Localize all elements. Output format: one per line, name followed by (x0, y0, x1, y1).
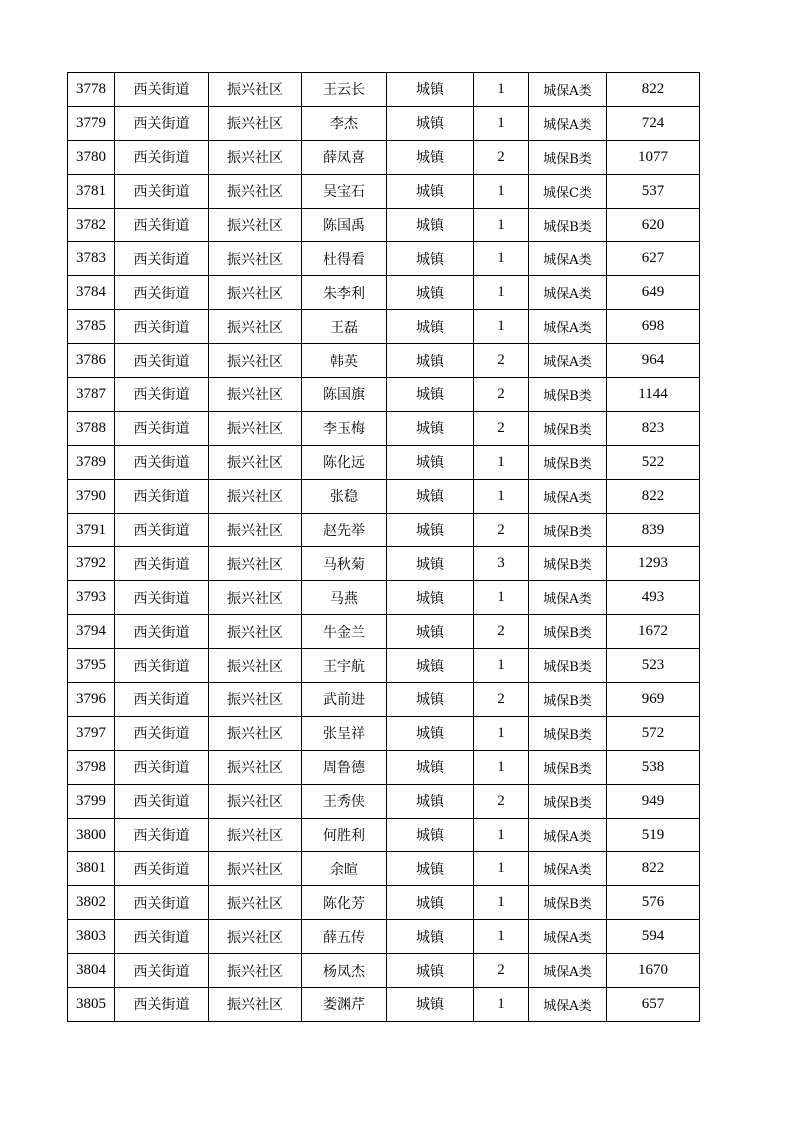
household-type-cell: 城镇 (387, 479, 474, 513)
serial-number-cell: 3781 (68, 174, 115, 208)
household-type-cell: 城镇 (387, 683, 474, 717)
table-row (68, 140, 700, 174)
serial-number-cell: 3802 (68, 886, 115, 920)
name-cell: 赵先举 (302, 513, 387, 547)
community-cell: 振兴社区 (209, 174, 302, 208)
community-cell: 振兴社区 (209, 988, 302, 1022)
household-size-cell: 1 (474, 106, 529, 140)
subdistrict-cell: 西关街道 (115, 479, 209, 513)
insurance-category-cell: 城保A类 (529, 344, 607, 378)
household-size-cell: 2 (474, 954, 529, 988)
name-cell: 朱李利 (302, 276, 387, 310)
household-size-cell: 1 (474, 750, 529, 784)
community-cell: 振兴社区 (209, 208, 302, 242)
insurance-category-cell: 城保B类 (529, 784, 607, 818)
beneficiary-table (67, 72, 700, 1022)
household-type-cell: 城镇 (387, 649, 474, 683)
community-cell: 振兴社区 (209, 581, 302, 615)
subdistrict-cell: 西关街道 (115, 106, 209, 140)
amount-cell: 698 (607, 310, 700, 344)
serial-number-cell: 3803 (68, 920, 115, 954)
household-size-cell: 2 (474, 411, 529, 445)
table-row (68, 750, 700, 784)
community-cell: 振兴社区 (209, 479, 302, 513)
amount-cell: 724 (607, 106, 700, 140)
community-cell: 振兴社区 (209, 140, 302, 174)
amount-cell: 1672 (607, 615, 700, 649)
community-cell: 振兴社区 (209, 276, 302, 310)
table-row (68, 513, 700, 547)
insurance-category-cell: 城保A类 (529, 581, 607, 615)
name-cell: 李玉梅 (302, 411, 387, 445)
name-cell: 何胜利 (302, 818, 387, 852)
serial-number-cell: 3784 (68, 276, 115, 310)
community-cell: 振兴社区 (209, 852, 302, 886)
subdistrict-cell: 西关街道 (115, 818, 209, 852)
serial-number-cell: 3789 (68, 445, 115, 479)
household-type-cell: 城镇 (387, 784, 474, 818)
household-size-cell: 2 (474, 344, 529, 378)
insurance-category-cell: 城保B类 (529, 140, 607, 174)
table-row (68, 581, 700, 615)
household-type-cell: 城镇 (387, 445, 474, 479)
serial-number-cell: 3779 (68, 106, 115, 140)
insurance-category-cell: 城保A类 (529, 310, 607, 344)
household-type-cell: 城镇 (387, 513, 474, 547)
insurance-category-cell: 城保A类 (529, 988, 607, 1022)
household-size-cell: 1 (474, 242, 529, 276)
subdistrict-cell: 西关街道 (115, 513, 209, 547)
household-size-cell: 3 (474, 547, 529, 581)
household-type-cell: 城镇 (387, 378, 474, 412)
amount-cell: 522 (607, 445, 700, 479)
subdistrict-cell: 西关街道 (115, 547, 209, 581)
household-size-cell: 1 (474, 886, 529, 920)
name-cell: 武前进 (302, 683, 387, 717)
community-cell: 振兴社区 (209, 920, 302, 954)
amount-cell: 1144 (607, 378, 700, 412)
table-row (68, 954, 700, 988)
household-type-cell: 城镇 (387, 106, 474, 140)
community-cell: 振兴社区 (209, 378, 302, 412)
household-size-cell: 1 (474, 310, 529, 344)
table-row (68, 411, 700, 445)
insurance-category-cell: 城保A类 (529, 954, 607, 988)
subdistrict-cell: 西关街道 (115, 581, 209, 615)
community-cell: 振兴社区 (209, 818, 302, 852)
community-cell: 振兴社区 (209, 784, 302, 818)
serial-number-cell: 3783 (68, 242, 115, 276)
amount-cell: 493 (607, 581, 700, 615)
household-size-cell: 1 (474, 208, 529, 242)
name-cell: 陈化远 (302, 445, 387, 479)
serial-number-cell: 3782 (68, 208, 115, 242)
table-row (68, 378, 700, 412)
insurance-category-cell: 城保B类 (529, 208, 607, 242)
amount-cell: 822 (607, 73, 700, 107)
community-cell: 振兴社区 (209, 106, 302, 140)
household-size-cell: 1 (474, 581, 529, 615)
household-size-cell: 2 (474, 615, 529, 649)
amount-cell: 523 (607, 649, 700, 683)
table-row (68, 276, 700, 310)
serial-number-cell: 3797 (68, 716, 115, 750)
insurance-category-cell: 城保A类 (529, 920, 607, 954)
name-cell: 张呈祥 (302, 716, 387, 750)
community-cell: 振兴社区 (209, 683, 302, 717)
table-row (68, 310, 700, 344)
household-size-cell: 1 (474, 852, 529, 886)
serial-number-cell: 3800 (68, 818, 115, 852)
household-size-cell: 2 (474, 784, 529, 818)
insurance-category-cell: 城保A类 (529, 276, 607, 310)
insurance-category-cell: 城保A类 (529, 818, 607, 852)
amount-cell: 572 (607, 716, 700, 750)
subdistrict-cell: 西关街道 (115, 445, 209, 479)
subdistrict-cell: 西关街道 (115, 310, 209, 344)
table-row (68, 106, 700, 140)
table-row (68, 547, 700, 581)
serial-number-cell: 3794 (68, 615, 115, 649)
household-type-cell: 城镇 (387, 920, 474, 954)
community-cell: 振兴社区 (209, 73, 302, 107)
insurance-category-cell: 城保A类 (529, 106, 607, 140)
serial-number-cell: 3792 (68, 547, 115, 581)
household-size-cell: 1 (474, 174, 529, 208)
name-cell: 杨凤杰 (302, 954, 387, 988)
community-cell: 振兴社区 (209, 886, 302, 920)
household-size-cell: 1 (474, 716, 529, 750)
household-size-cell: 1 (474, 818, 529, 852)
household-type-cell: 城镇 (387, 954, 474, 988)
serial-number-cell: 3799 (68, 784, 115, 818)
household-type-cell: 城镇 (387, 818, 474, 852)
name-cell: 周鲁德 (302, 750, 387, 784)
household-size-cell: 1 (474, 920, 529, 954)
serial-number-cell: 3798 (68, 750, 115, 784)
table-row (68, 73, 700, 107)
serial-number-cell: 3801 (68, 852, 115, 886)
amount-cell: 649 (607, 276, 700, 310)
table-row (68, 479, 700, 513)
household-size-cell: 1 (474, 73, 529, 107)
subdistrict-cell: 西关街道 (115, 242, 209, 276)
table-row (68, 852, 700, 886)
table-row (68, 649, 700, 683)
community-cell: 振兴社区 (209, 445, 302, 479)
subdistrict-cell: 西关街道 (115, 378, 209, 412)
community-cell: 振兴社区 (209, 513, 302, 547)
serial-number-cell: 3788 (68, 411, 115, 445)
insurance-category-cell: 城保B类 (529, 750, 607, 784)
household-size-cell: 1 (474, 479, 529, 513)
amount-cell: 822 (607, 852, 700, 886)
household-type-cell: 城镇 (387, 988, 474, 1022)
insurance-category-cell: 城保A类 (529, 242, 607, 276)
subdistrict-cell: 西关街道 (115, 954, 209, 988)
household-type-cell: 城镇 (387, 547, 474, 581)
name-cell: 薛凤喜 (302, 140, 387, 174)
insurance-category-cell: 城保B类 (529, 513, 607, 547)
household-type-cell: 城镇 (387, 208, 474, 242)
name-cell: 杜得看 (302, 242, 387, 276)
insurance-category-cell: 城保C类 (529, 174, 607, 208)
name-cell: 牛金兰 (302, 615, 387, 649)
subdistrict-cell: 西关街道 (115, 784, 209, 818)
household-type-cell: 城镇 (387, 344, 474, 378)
insurance-category-cell: 城保A类 (529, 73, 607, 107)
household-type-cell: 城镇 (387, 852, 474, 886)
name-cell: 陈国禹 (302, 208, 387, 242)
household-type-cell: 城镇 (387, 276, 474, 310)
amount-cell: 949 (607, 784, 700, 818)
table-row (68, 208, 700, 242)
name-cell: 李杰 (302, 106, 387, 140)
community-cell: 振兴社区 (209, 344, 302, 378)
amount-cell: 823 (607, 411, 700, 445)
serial-number-cell: 3804 (68, 954, 115, 988)
name-cell: 王宇航 (302, 649, 387, 683)
subdistrict-cell: 西关街道 (115, 716, 209, 750)
name-cell: 王秀侠 (302, 784, 387, 818)
subdistrict-cell: 西关街道 (115, 649, 209, 683)
amount-cell: 627 (607, 242, 700, 276)
amount-cell: 822 (607, 479, 700, 513)
amount-cell: 964 (607, 344, 700, 378)
serial-number-cell: 3785 (68, 310, 115, 344)
subdistrict-cell: 西关街道 (115, 852, 209, 886)
name-cell: 娄渊芹 (302, 988, 387, 1022)
serial-number-cell: 3787 (68, 378, 115, 412)
table-body (68, 73, 700, 1022)
subdistrict-cell: 西关街道 (115, 750, 209, 784)
amount-cell: 657 (607, 988, 700, 1022)
name-cell: 陈化芳 (302, 886, 387, 920)
insurance-category-cell: 城保B类 (529, 615, 607, 649)
household-type-cell: 城镇 (387, 581, 474, 615)
community-cell: 振兴社区 (209, 649, 302, 683)
amount-cell: 1293 (607, 547, 700, 581)
name-cell: 马秋菊 (302, 547, 387, 581)
subdistrict-cell: 西关街道 (115, 886, 209, 920)
serial-number-cell: 3791 (68, 513, 115, 547)
insurance-category-cell: 城保B类 (529, 411, 607, 445)
serial-number-cell: 3786 (68, 344, 115, 378)
table-row (68, 920, 700, 954)
subdistrict-cell: 西关街道 (115, 276, 209, 310)
name-cell: 陈国旗 (302, 378, 387, 412)
subdistrict-cell: 西关街道 (115, 174, 209, 208)
serial-number-cell: 3778 (68, 73, 115, 107)
amount-cell: 538 (607, 750, 700, 784)
subdistrict-cell: 西关街道 (115, 208, 209, 242)
amount-cell: 594 (607, 920, 700, 954)
subdistrict-cell: 西关街道 (115, 683, 209, 717)
name-cell: 王磊 (302, 310, 387, 344)
serial-number-cell: 3780 (68, 140, 115, 174)
table-row (68, 174, 700, 208)
community-cell: 振兴社区 (209, 615, 302, 649)
insurance-category-cell: 城保B类 (529, 886, 607, 920)
insurance-category-cell: 城保A类 (529, 852, 607, 886)
name-cell: 马燕 (302, 581, 387, 615)
table-row (68, 242, 700, 276)
community-cell: 振兴社区 (209, 310, 302, 344)
household-size-cell: 2 (474, 683, 529, 717)
table-row (68, 344, 700, 378)
amount-cell: 839 (607, 513, 700, 547)
household-type-cell: 城镇 (387, 73, 474, 107)
subdistrict-cell: 西关街道 (115, 411, 209, 445)
community-cell: 振兴社区 (209, 242, 302, 276)
amount-cell: 537 (607, 174, 700, 208)
amount-cell: 519 (607, 818, 700, 852)
insurance-category-cell: 城保A类 (529, 479, 607, 513)
name-cell: 王云长 (302, 73, 387, 107)
table-row (68, 615, 700, 649)
household-type-cell: 城镇 (387, 140, 474, 174)
name-cell: 余暄 (302, 852, 387, 886)
serial-number-cell: 3793 (68, 581, 115, 615)
serial-number-cell: 3796 (68, 683, 115, 717)
subdistrict-cell: 西关街道 (115, 920, 209, 954)
household-size-cell: 2 (474, 513, 529, 547)
table-row (68, 445, 700, 479)
table-row (68, 886, 700, 920)
name-cell: 韩英 (302, 344, 387, 378)
amount-cell: 969 (607, 683, 700, 717)
household-size-cell: 1 (474, 649, 529, 683)
table-row (68, 784, 700, 818)
community-cell: 振兴社区 (209, 547, 302, 581)
subdistrict-cell: 西关街道 (115, 988, 209, 1022)
insurance-category-cell: 城保B类 (529, 716, 607, 750)
household-size-cell: 2 (474, 140, 529, 174)
subdistrict-cell: 西关街道 (115, 140, 209, 174)
community-cell: 振兴社区 (209, 411, 302, 445)
household-size-cell: 1 (474, 276, 529, 310)
household-type-cell: 城镇 (387, 242, 474, 276)
name-cell: 吴宝石 (302, 174, 387, 208)
amount-cell: 1077 (607, 140, 700, 174)
amount-cell: 576 (607, 886, 700, 920)
table-row (68, 683, 700, 717)
community-cell: 振兴社区 (209, 716, 302, 750)
table-row (68, 818, 700, 852)
serial-number-cell: 3805 (68, 988, 115, 1022)
insurance-category-cell: 城保B类 (529, 378, 607, 412)
household-type-cell: 城镇 (387, 615, 474, 649)
household-type-cell: 城镇 (387, 750, 474, 784)
amount-cell: 620 (607, 208, 700, 242)
household-size-cell: 1 (474, 988, 529, 1022)
community-cell: 振兴社区 (209, 954, 302, 988)
table-row (68, 988, 700, 1022)
subdistrict-cell: 西关街道 (115, 73, 209, 107)
household-size-cell: 2 (474, 378, 529, 412)
insurance-category-cell: 城保B类 (529, 649, 607, 683)
insurance-category-cell: 城保B类 (529, 683, 607, 717)
table-row (68, 716, 700, 750)
subdistrict-cell: 西关街道 (115, 615, 209, 649)
household-type-cell: 城镇 (387, 310, 474, 344)
serial-number-cell: 3795 (68, 649, 115, 683)
household-type-cell: 城镇 (387, 174, 474, 208)
household-type-cell: 城镇 (387, 716, 474, 750)
subdistrict-cell: 西关街道 (115, 344, 209, 378)
name-cell: 薛五传 (302, 920, 387, 954)
insurance-category-cell: 城保B类 (529, 445, 607, 479)
name-cell: 张稳 (302, 479, 387, 513)
household-size-cell: 1 (474, 445, 529, 479)
household-type-cell: 城镇 (387, 886, 474, 920)
household-type-cell: 城镇 (387, 411, 474, 445)
amount-cell: 1670 (607, 954, 700, 988)
serial-number-cell: 3790 (68, 479, 115, 513)
insurance-category-cell: 城保B类 (529, 547, 607, 581)
community-cell: 振兴社区 (209, 750, 302, 784)
